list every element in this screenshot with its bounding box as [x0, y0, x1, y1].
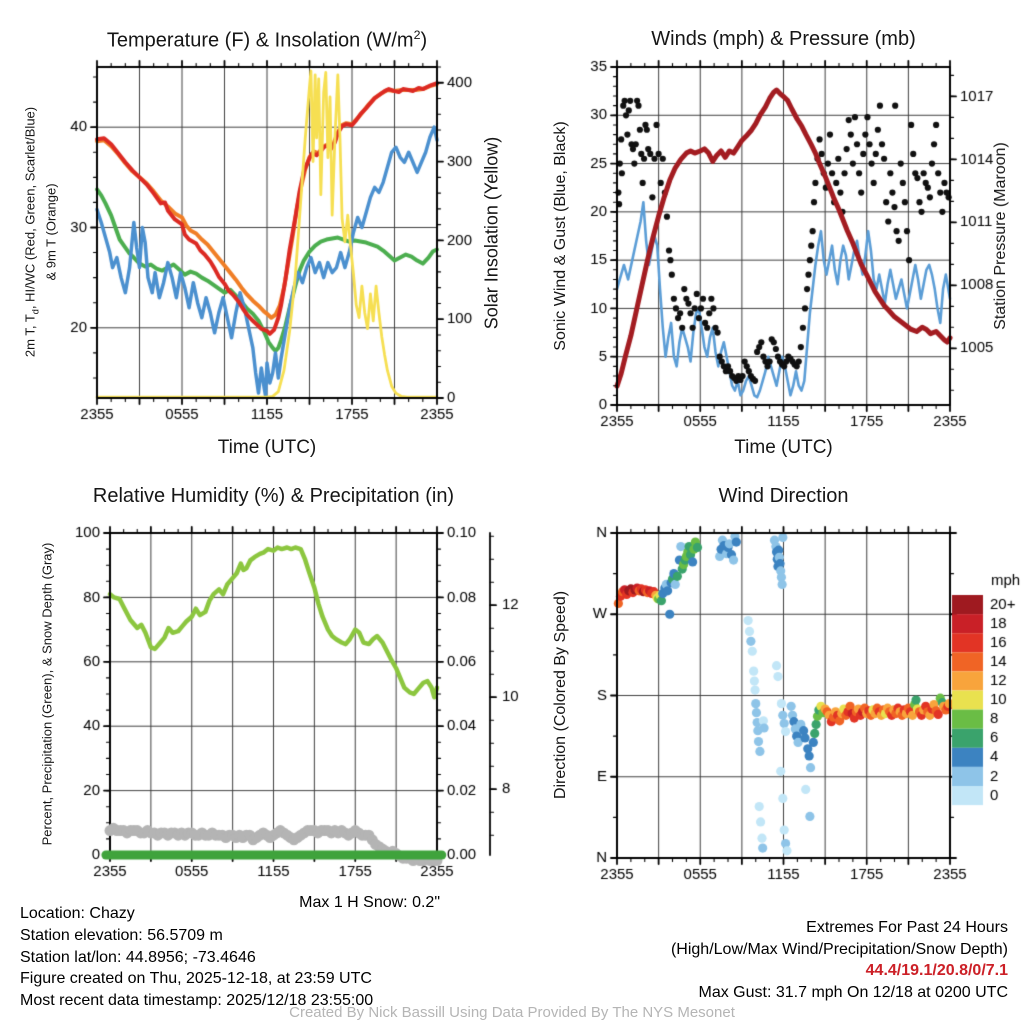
- max-snow-note: Max 1 H Snow: 0.2": [299, 894, 440, 911]
- temp-yaxis-label: [23, 107, 60, 357]
- winds-chart-title: Winds (mph) & Pressure (mb): [651, 28, 916, 50]
- station-info: [20, 903, 373, 1012]
- figure-created: Figure created on Thu, 2025-12-18, at 23:59 UTC: [20, 970, 372, 988]
- station-location: Location: Chazy: [20, 905, 135, 922]
- temp-yaxis-label-line1: 2m T, $T_d$, HI/WC (Red, Green, Scarlet/Blue): [22, 106, 41, 358]
- temp-title-sup: 2: [413, 28, 421, 42]
- wind-yaxis-label: Sonic Wind & Gust (Blue, Black): [552, 121, 569, 351]
- pressure-yaxis-label: Station Pressure (Maroon): [992, 142, 1009, 330]
- extremes-values: 44.4/19.1/20.8/0/7.1: [865, 962, 1008, 980]
- temp-yaxis-label-line2: & 9m T (Orange): [43, 183, 59, 281]
- temp-title-close: ): [420, 29, 428, 52]
- humidity-chart-title: Relative Humidity (%) & Precipitation (in): [92, 485, 455, 507]
- credit-line: Created By Nick Bassill Using Data Provided By The NYS Mesonet: [289, 1004, 735, 1021]
- wind-direction-chart-title: Wind Direction: [718, 485, 849, 507]
- station-latlon: Station lat/lon: 44.8956; -73.4646: [20, 948, 256, 966]
- temp-xaxis-label: Time (UTC): [217, 437, 317, 458]
- data-timestamp: Most recent data timestamp: 2025/12/18 23:55:00: [20, 992, 374, 1010]
- extremes-title: Extremes For Past 24 Hours: [806, 919, 1008, 936]
- extremes-subtitle: (High/Low/Max Wind/Precipitation/Snow Depth): [670, 940, 1008, 958]
- max-gust: Max Gust: 31.7 mph On 12/18 at 0200 UTC: [698, 983, 1008, 1001]
- temp-title-text: Temperature (F) & Insolation (W/m: [106, 29, 414, 52]
- humidity-yaxis-label: Percent, Precipitation (Green), & Snow Depth (Gray): [39, 542, 55, 846]
- direction-yaxis-label: Direction (Colored By Speed): [552, 590, 569, 800]
- temp-chart-title: [97, 28, 437, 53]
- winds-xaxis-label: Time (UTC): [734, 437, 833, 458]
- extremes-block: [671, 917, 1008, 1003]
- insolation-yaxis-label: Solar Insolation (Yellow): [481, 136, 502, 330]
- station-elevation: Station elevation: 56.5709 m: [20, 926, 223, 944]
